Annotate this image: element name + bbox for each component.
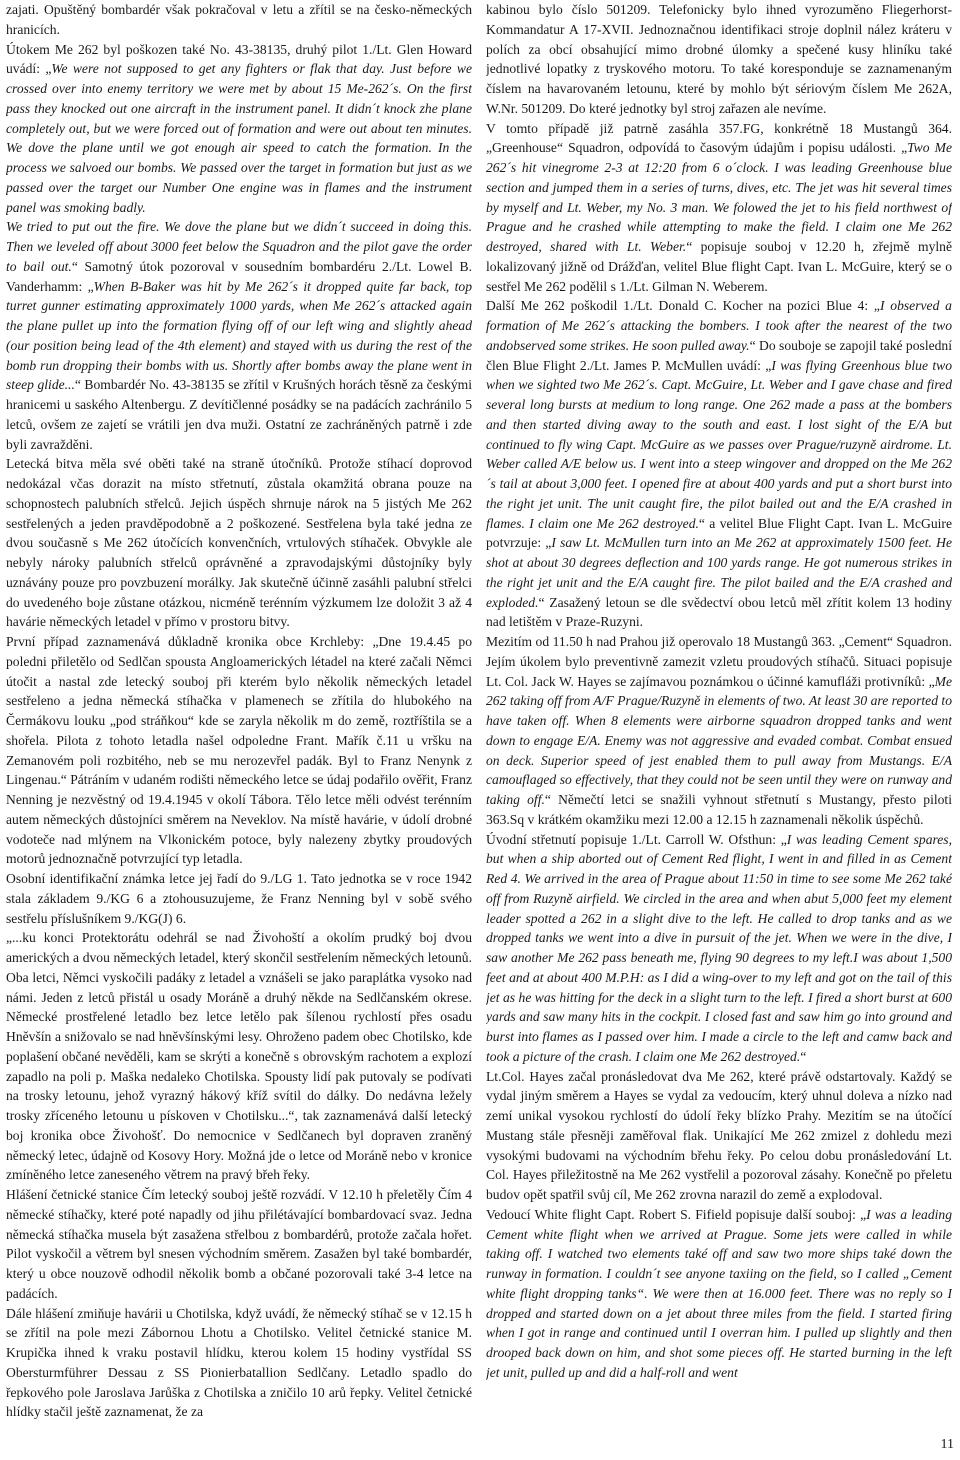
- quoted-testimony: When B-Baker was hit by Me 262´s it dropped quite far back, top turret gunner estimating approximately 1000 yards, when Me 262´s attacked again the plane pullet up into the formation flying off of our left wing and slightly ahead (our position being lead of the 4th element) and stayed with us during the rest of the bomb run dropping their bombs with us. Shortly after bombs away the plane went in steep glide...: [6, 278, 472, 393]
- text-run: Hlášení četnické stanice Čím letecký souboj ještě rozvádí. V 12.10 h přeletěly Čím 4 německé stíhačky, které poté napadly od jihu přilétávající bombardovací svaz. Jedna německá stíhačka musela být zasažena střelbou z bombardérů, protože začala hořet. Pilot vyskočil a větrem byl snesen východním směrem. Zasažen byl také bombardér, který u obce nouzově odhodil několik bomb a občané pozorovali také 3-4 letce na padácích.: [6, 1187, 472, 1301]
- text-run: Mezitím od 11.50 h nad Prahou již operovalo 18 Mustangů 363. „Cement“ Squadron. Jejím úkolem bylo preventivně zamezit vzletu proudových stíhačů. Situaci popisuje Lt. Col. Jack W. Hayes se zajímavou poznámkou o účinné kamufláži protivníků: „: [486, 634, 952, 689]
- text-run: Útokem Me 262 byl poškozen také No. 43-38135, druhý pilot 1./Lt. Glen Howard uvádí: „: [6, 41, 472, 77]
- paragraph: [6, 632, 472, 869]
- quoted-testimony: Two Me 262´s hit vinegrome 2-3 at 12:20 from 6 o´clock. I was leading Greenhouse blue section and jumped them in a series of turns, dives, etc. The jet was hit several times by myself and Lt. Weber, my No. 3 man. We folowed the jet to his field northwest of Prague and he crashed while attempting to make the field. I claim one Me 262 destroyed, shared with Lt. Weber.: [486, 140, 952, 254]
- text-run: Úvodní střetnutí popisuje 1./Lt. Carroll W. Ofsthun: „: [486, 831, 787, 847]
- paragraph: [6, 217, 472, 454]
- text-run: „...ku konci Protektorátu odehrál se nad Živohoští a okolím prudký boj dvou amerických a dvou německých letadel, který skončil sestřelením německých letounů. Oba letci, Němci vyskočili padáky z letadel a vznášeli se jako paraplátka vysoko nad námi. Jeden z letců přistál u osady Moráně a druhý někde na Sedlčanském okrese. Německé prostřelené letadlo bez letce letělo pak šílenou rychlostí přes osadu Hněvšín a snižovalo se nad hněvšínskými lesy. Ohroženo padem obec Chotilsko, kde poplašení občané nevěděli, kam se skrýti a konečně s obrovským rachotem a explozí zapadlo na poli p. Maška nedaleko Chotilska. Spousty lidí pak putovaly se podívati na trosky letounu, jehož vyrazný hákový kříž svítil do dálky. Do nedávna ležely trosky zříceného letounu u pískoven v Chotilsku...“, tak zaznamenává další letecký boj kronika obce Živohošť. Do nemocnice v Sedlčanech byl dopraven zraněný německý letec, údajně od Kosovy Hory. Možná jde o letce od Moráně nebo v kronice zmíněného letce zaneseného větrem na pravý břeh řeky.: [6, 930, 472, 1183]
- paragraph: [6, 1185, 472, 1304]
- quoted-testimony: I saw Lt. McMullen turn into an Me 262 at approximately 1500 feet. He shot at about 30 degrees deflection and 100 yards range. He got numerous strikes in the right jet unit and the E/A caught fire. The pilot bailed and the E/A crashed and exploded.: [486, 535, 952, 610]
- text-run: zajati. Opuštěný bombardér však pokračoval v letu a zřítil se na česko-německých hranicích.: [6, 2, 472, 37]
- paragraph: [486, 0, 952, 119]
- text-run: Osobní identifikační známka letce jej řadí do 9./LG 1. Tato jednotka se v roce 1942 stala základem 9./KG 6 a ztohousuzujeme, že Franz Nenning byl v sobě svého sestřelu příslušníkem 9./KG(J) 6.: [6, 871, 472, 926]
- page-number: 11: [940, 1437, 954, 1452]
- quoted-testimony: Me 262 taking off from A/F Prague/Ruzyně in elements of two. At least 30 are reported to have taken off. When 8 elements were airborne squadron dropped tanks and went down to engage E/A. Enemy was not aggressive and evaded combat. Combat ensued on deck. Superior speed of jest enabled them to pull away from Mustangs. E/A camouflaged so effectively, that they could not be seen until they were on runway and taking off.: [486, 673, 952, 807]
- paragraph: [486, 1205, 952, 1383]
- text-run: Letecká bitva měla své oběti také na straně útočníků. Protože stíhací doprovod nedokázal včas dorazit na místo střetnutí, zůstala okamžitá obrana pouze na schopnostech palubních střelců. Jejich úspěch shrnuje nárok na 5 jistých Me 262 sestřelených a jeden pravděpodobně a 2 poškozené. Sestřelena byla také jedna ze dvou současně s Me 262 útočících konvenčních, vrtulových stíhaček. Obvykle ale nebyly nároky palubních střelců oprávněné a zpravodajskými důstojníky byly uznávány pouze pro povzbuzení morálky. Jak skutečně účinně zasáhli palubní střelci do uvedeného boje zůstane otázkou, nicméně terénním výzkumem lze doložit 3 až 4 havárie německých letadel v přímo v prostoru bitvy.: [6, 456, 472, 630]
- text-run: “ Zasažený letoun se dle svědectví obou letců měl zřítit kolem 13 hodiny nad letištěm v Praze-Ruzyni.: [486, 594, 952, 630]
- quoted-testimony: I was leading Cement spares, but when a ship aborted out of Cement Red flight, I went in and filled in as Cement Red 4. We arrived in the area of Prague about 11:50 in time to see some Me 262 také off from Ruzyně airfield. We circled in the area and when abut 5,000 feet my element leader spotted a 262 in a slight dive to the left. He called to drop tanks and as we dropped tanks we went into a dive in pursuit of the jet. When we were in the dive, I saw another Me 262 pass beneath me, flying 90 degrees to my left.I was about 1,500 feet and at about 400 M.P.H: as I did a wing-over to my left and got on the tail of this jet as he was hitting for the deck in a slight turn to the left. I fired a short burst at 600 yards and saw many hits in the cockpit. I closed fast and saw him go into ground and burst into flames as I passed over him. I made a circle to the left and camw back and took a picture of the crash. I claim one Me 262 destroyed.: [486, 831, 952, 1064]
- text-run: “ a velitel Blue Flight Capt. Ivan L. McGuire potvrzuje: „: [486, 515, 952, 551]
- quoted-testimony: I was a leading Cement white flight when we arrived at Prague. Some jets were called in while taking off. I watched two elements také off and saw two more ships také down the runway in formation. I couldn´t see anyone taxiing on the field, so I called „Cement white flight dropping tanks“. We were then at 16.000 feet. There was no reply so I dropped and started down on a jet about three miles from the field. I started firing when I got in range and continued until I overran him. I pulled up slightly and then drooped back down on him, and shot some pieces off. He started burning in the left jet unit, pulled up and did a half-roll and went: [486, 1206, 952, 1380]
- paragraph: [6, 928, 472, 1185]
- paragraph: [6, 1304, 472, 1421]
- paragraph: [486, 830, 952, 1067]
- text-run: Další Me 262 poškodil 1./Lt. Donald C. Kocher na pozici Blue 4: „: [486, 298, 880, 314]
- paragraph: [6, 454, 472, 632]
- paragraph: [486, 1067, 952, 1205]
- right-text-column: [486, 0, 952, 1420]
- quoted-testimony: I observed a formation of Me 262´s attacking the bombers. I took after the nearest of the two andobserved some strikes. He soon pulled away.: [486, 298, 952, 353]
- text-run: “ Do souboje se zapojil také poslední člen Blue Flight 2./Lt. James P. McMullen uvádí: „: [486, 337, 952, 373]
- paragraph: [486, 296, 952, 632]
- text-run: “ Němečtí letci se snažili vyhnout střetnutí s Mustangy, přesto piloti 363.Sq v krátkém okamžiku mezi 12.00 a 12.15 h zaznamenali několik úspěchů.: [486, 792, 952, 827]
- text-run: “: [800, 1048, 807, 1064]
- paragraph: [6, 0, 472, 40]
- text-run: Lt.Col. Hayes začal pronásledovat dva Me 262, které právě odstartovaly. Každý se vydal jiným směrem a Hayes se vydal za vedoucím, který uhnul doleva a nízko nad zemí unikal vysokou rychlostí do údolí řeky blízko Prahy. Mezitím se na útočící Mustang stále přesněji zaměřoval flak. Unikající Me 262 zmizel z dohledu mezi vysokými budovami na východním břehu řeky. Po celou dobu pronásledování Lt. Col. Hayes přiležitostně na Me 262 vystřelil a pozoroval zásahy. Konečně po přeletu budov opět spatřil svůj cíl, Me 262 zrovna narazil do země a explodoval.: [486, 1068, 952, 1202]
- text-run: “ popisuje souboj v 12.20 h, zřejmě mylně lokalizovaný jižně od Drážďan, velitel Blue flight Capt. Ivan L. McGuire, který se o sestřel Me 262 podělil s 1./Lt. Gilman N. Weberem.: [486, 239, 952, 294]
- text-run: Dále hlášení zmiňuje havárii u Chotilska, když uvádí, že německý stíhač se v 12.15 h se zřítil na pole mezi Zábornou Lhotu a Chotilsko. Velitel četnické stanice M. Krupička ihned k vraku postavil hlídku, kterou kolem 15 hodiny vystřídal SS Obersturmführer Dessau z SS Pionierbatallion Sedlčany. Letadlo spadlo do řepkového pole Jaroslava Jarůška z Chotilska a zničilo 10 arů řepky. Velitel četnické hlídky stačil ještě zaznamenat, že za: [6, 1305, 472, 1420]
- text-run: V tomto případě již patrně zasáhla 357.FG, konkrétně 18 Mustangů 364. „Greenhouse“ Squadron, odpovídá to časovým údajům i popisu události. „: [486, 120, 952, 156]
- paragraph: [486, 632, 952, 830]
- text-run: “ Samotný útok pozoroval v sousedním bombardéru 2./Lt. Lowel B. Vanderhamm: „: [6, 258, 472, 294]
- quoted-testimony: I was flying Greenhous blue two when we sighted two Me 262´s. Capt. McGuire, Lt. Weber and I gave chase and fired several long bursts at medium to long range. One 262 made a pass at the bombers and then started diving away to the south and east. I lost sight of the E/A but continued to fly wing Capt. McGuire as we passes over Prague/ruzyně airdrome. Lt. Weber called A/E below us. I went into a steep wingover and dropped on the Me 262´s tail at about 3,000 feet. I opened fire at about 400 yards and put a short burst into the right jet unit. The unit caught fire, the pilot bailed out and the E/A crashed in flames. I claim one Me 262 destroyed.: [486, 357, 952, 531]
- text-run: “ Bombardér No. 43-38135 se zřítil v Krušných horách těsně za českými hranicemi u saského Altenbergu. Z devítičlenné posádky se na padácích zachránilo 5 letců, ovšem ze zajetí se vrátili jen dva muži. Ostatní ze zachráněných patrně i zde byli zavražděni.: [6, 377, 472, 452]
- paragraph: [486, 119, 952, 297]
- left-text-column: [6, 0, 472, 1420]
- quoted-testimony: We tried to put out the fire. We dove the plane but we didn´t succeed in doing this. Then we leveled off about 3000 feet below the Squadron and the pilot gave the order to bail out.: [6, 219, 472, 274]
- quoted-testimony: We were not supposed to get any fighters or flak that day. Just before we crossed over into enemy territory we were met by about 15 Me-262´s. On the first pass they knocked out one aircraft in the instrument panel. It didn´t knock zhe plane completely out, but we were forced out of formation and were out about ten minutes. We dove the plane until we got enough air speed to catch the formation. In the process we salvoed our bombs. We passed over the target in formation but just as we passed over the target our Number One engine was in flames and the instrument panel was smoking badly.: [6, 61, 472, 215]
- paragraph: [6, 869, 472, 928]
- text-run: Vedoucí White flight Capt. Robert S. Fifield popisuje další souboj: „: [486, 1206, 867, 1222]
- text-run: První případ zaznamenává důkladně kronika obce Krchleby: „Dne 19.4.45 po poledni přiletělo od Sedlčan spousta Angloamerických létadel na které začali Němci útočit a nastal zde letecký souboj při kterém bylo několik německých letadel sestřeleno a jedna německá stíhačka v plamenech se zřítila do hlubokého na Čermákovu louku „pod stráňkou“ kde se zaryla několik m do země, roztříštila se a shořela. Pilota z tohoto letadla našel odpoledne Frant. Mařík č.11 u vršku na Zemanovém poli rozbitého, neb se mu nerozevřel padák. Byl to Franz Nenynk z Lingenau.“ Pátráním v udaném rodišti německého letce se údaj podařilo ověřit, Franz Nenning je nezvěstný od 19.4.1945 v okolí Tábora. Tělo letce měli odvést terénním autem německých důstojníci směrem na Neveklov. Na místě havárie, v údolí drobné vodoteče nad mlýnem na Vlkonickém potoce, byly nalezeny zbytky proudových motorů jednoznačně potvrzující typ letadla.: [6, 634, 472, 867]
- paragraph: [6, 40, 472, 218]
- text-run: kabinou bylo číslo 501209. Telefonicky bylo ihned vyrozuměno Fliegerhorst-Kommandatur A 17-XVII. Jednoznačnou identifikaci stroje doplnil nález kráteru v polích za obcí obsahující mimo drobné úlomky a spečené kusy hliníku také jednotlivé lopatky z tryskového motoru. To také koresponduje se zaznamenaným číslem na havarovaném letounu, které by mohlo být sériovým číslem Me 262A, W.Nr. 501209. Do které jednotky byl stroj zařazen ale nevíme.: [486, 2, 952, 116]
